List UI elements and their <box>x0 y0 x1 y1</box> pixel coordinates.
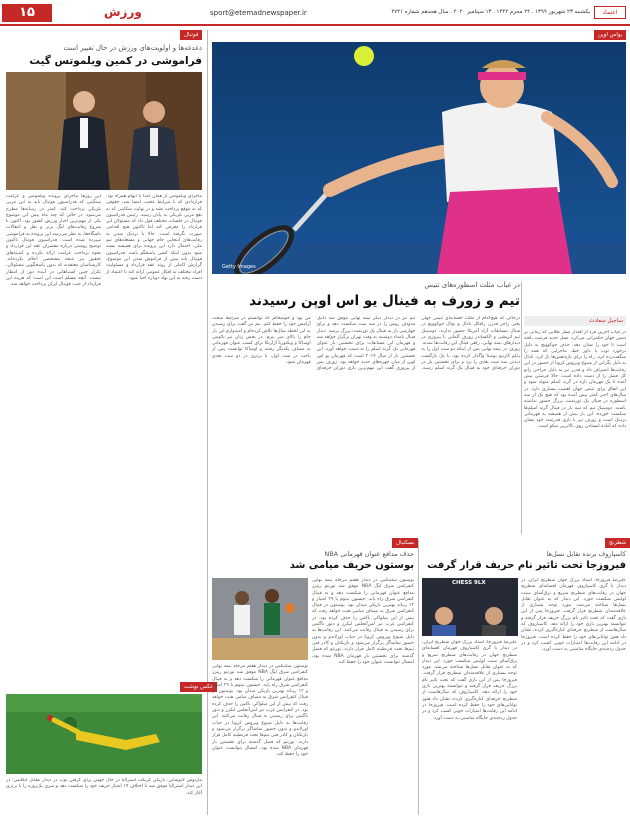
nba-body-col-1: بوستون سلتیکس در دیدار هفتم مرحله نیمه نهایی کنفرانس شرق لیگ NBA موفق شد تورنتو رپترز مدافع عنوان قهرمانی را شکست دهد و به فینال کنفرانس شرق راه یابد. جیسون تیتوم با ۲۹ امتیاز و ۱۲ ریباند بهترین بازیکن میدان بود. بوستون در فینال کنفرانس شرق به مصاف میامی هیت خواهد رفت که پیش از این میلواکی باکس را حذف کرده بود. در کنفرانس غرب نیز لس‌آنجلس لیکرز و دنور ناگتس برای رسیدن به فینال رقابت می‌کنند. این رقابت‌ها به دلیل شیوع ویروس کرونا در حباب اورلاندو و بدون حضور تماشاگر برگزار می‌شود و بازیکنان و کادر فنی تیم‌ها تحت قرنطینه کامل قرار دارند. تورنتو که فصل گذشته برای نخستین بار قهرمان NBA شده بود، امسال نتوانست عنوان خود را حفظ کند. <box>312 578 414 665</box>
column-divider <box>207 30 208 815</box>
tennis-ball <box>354 46 374 66</box>
chess-event-label: CHESS 9LX <box>452 580 486 586</box>
column-divider <box>521 282 522 534</box>
note-author: ساجیل سعادت <box>589 318 623 324</box>
section-email[interactable]: sport@etemadnewspaper.ir <box>210 9 307 17</box>
tag-football: فوتبال <box>180 30 202 40</box>
column-divider <box>418 540 419 815</box>
chess-players-image <box>422 578 518 636</box>
tennis-body: درحالی که هیچ‌کدام از مثلث افسانه‌ای تنیس جهان یعنی راجر فدرر، رافائل نادال و نواک جوکوویچ در فینال مسابقات آزاد آمریکا حضور ندارند، دومینیک تیم اتریشی و الکساندر زورف آلمانی با پیروزی در دیدارهای نیمه نهایی، راهی فینال این رقابت‌ها شدند. زورف در نیمه نهایی پس از اینکه دو ست اول را به پابلو کارنیو بوستا واگذار کرده بود، با یک بازگشت دیدنی سه ست بعدی را برد و برای نخستین بار در دوران حرفه‌ای خود به فینال یک گرند اسلم رسید. تیم نیز در دیدار دیگر نیمه نهایی موفق شد دانیل مدودف روس را در سه ست شکست دهد و برای چهارمین بار به فینال یک تورنمنت بزرگ برسد. دیدار فینال بامداد دوشنبه به وقت تهران برگزار خواهد شد و قهرمان این مسابقات برای نخستین بار عنوان قهرمانی یک گرند اسلم را به دست خواهد آورد. این نخستین بار از سال ۲۰۱۴ است که قهرمان یو اس اوپن از میان چهره‌های جدید خواهد بود. زورف پس از پیروزی گفت این مهم‌ترین بازی دوران حرفه‌ای من بود و خوشحالم که توانستم در شرایط سخت آرامش خود را حفظ کنم. تیم نیز گفت برای رسیدن به این لحظه سال‌ها تلاش کرده‌ام و امیدوارم این بار جام را بالای سر ببرم. در بخش زنان نیز نائومی اوساکا و ویکتوریا آزارنکا برای کسب عنوان قهرمانی به مصاف یکدیگر رفتند و اوساکا توانست پس از باخت در ست اول، با برتری در دو ست بعدی قهرمان شود. <box>212 316 520 372</box>
cricket-player-image <box>6 694 202 774</box>
basketball-players-image <box>212 578 308 660</box>
nba-photo <box>212 578 308 660</box>
football-headline: فراموشی در کمین ویلموتس گیت <box>29 55 202 67</box>
tennis-photo <box>212 42 626 274</box>
chess-kicker: کاسپاروف برنده تقابل نسل‌ها <box>546 550 626 558</box>
tag-us-open: یواس اوپن <box>594 30 626 40</box>
nba-headline: بوستون حریف میامی شد <box>289 560 414 571</box>
football-officials-photo <box>6 72 202 190</box>
note-body: در غیاب آخرین فرد از اقتدار نسل طلایی که زمانی بر تنیس جهان حکمرانی می‌کرد، نسل جدید فرصت یافته است تا خود را نشان دهد. حذف جوکوویچ به دلیل برخورد توپ با داور خط، ماجرایی که همه را شگفت‌زده کرد، راه را برای تازه‌نفس‌ها باز کرد. نادال به دلیل نگرانی از شیوع ویروس کرونا از حضور در این رقابت‌ها انصراف داد و فدرر نیز به دلیل جراحی زانو کل فصل را از دست داده است. حالا فرصتی پیش آمده تا یک قهرمان تازه در گرند اسلم متولد شود و این اتفاق برای تنیس جهان اهمیت بسیاری دارد. در سال‌های اخیر کمتر پیش آمده بود که هیچ یک از سه اسطوره در فینال یک تورنمنت بزرگ حضور نداشته باشند. دومینیک تیم که سه بار در فینال گرند اسلم‌ها شکست خورده، این بار بیش از همیشه به قهرمانی نزدیک است و زورف نیز با بازی قدرتمند خود نشان داده که آماده ایستادن روی بالاترین سکو است. <box>524 330 626 430</box>
newspaper-logo: اعتماد <box>594 6 626 19</box>
chess-body-col-1: علیرضا فیروزجا، استاد بزرگ جوان شطرنج ایران، در دیدار با گری کاسپاروف قهرمان افسانه‌ای شطرنج جهان در رقابت‌های شطرنج سریع و برق‌آسای سنت لوئیس شکست خورد. این دیدار که به عنوان تقابل نسل‌ها شناخته می‌شد، مورد توجه بسیاری از علاقه‌مندان شطرنج قرار گرفت. فیروزجا پس از این بازی گفت که تحت تاثیر نام بزرگ حریف قرار گرفته و نتوانسته بهترین بازی خود را ارائه دهد. کاسپاروف که سال‌هاست از شطرنج حرفه‌ای کناره‌گیری کرده، نشان داد هنوز توانایی‌های خود را حفظ کرده است. فیروزجا در ادامه این رقابت‌ها امتیازات خوبی کسب کرد و در جدول رده‌بندی جایگاه مناسبی به دست آورد. <box>521 578 626 653</box>
tag-basketball: بسکتبال <box>392 538 418 548</box>
cricket-caption: مارنوس لابوشاین، بازیکن کریکت استرالیا در حال جهش برای گرفتن توپ در دیدار مقابل انگلیس؛ در این دیدار استرالیا موفق شد با اختلاف ۱۹ امتیاز حریف خود را شکست دهد و سری یک‌روزه را با برتری آغاز کند. <box>6 778 202 796</box>
officials-image <box>6 72 202 190</box>
nba-kicker: حذف مدافع عنوان قهرمانی NBA <box>324 550 414 558</box>
dateline: یکشنبه ۲۳ شهریور ۱۳۹۹ . ۲۴ محرم ۱۴۴۲ . ۱۳ سپتامبر ۲۰۲۰ . سال هجدهم شماره ۴۷۴۱ <box>391 9 590 15</box>
tennis-player-image <box>212 42 626 274</box>
tag-chess: شطرنج <box>605 538 630 548</box>
chess-body-col-2: علیرضا فیروزجا، استاد بزرگ جوان شطرنج ایران، در دیدار با گری کاسپاروف قهرمان افسانه‌ای شطرنج جهان در رقابت‌های شطرنج سریع و برق‌آسای سنت لوئیس شکست خورد. این دیدار که به عنوان تقابل نسل‌ها شناخته می‌شد، مورد توجه بسیاری از علاقه‌مندان شطرنج قرار گرفت. فیروزجا پس از این بازی گفت که تحت تاثیر نام بزرگ حریف قرار گرفته و نتوانسته بهترین بازی خود را ارائه دهد. کاسپاروف که سال‌هاست از شطرنج حرفه‌ای کناره‌گیری کرده، نشان داد هنوز توانایی‌های خود را حفظ کرده است. فیروزجا در ادامه این رقابت‌ها امتیازات خوبی کسب کرد و در جدول رده‌بندی جایگاه مناسبی به دست آورد. <box>422 640 517 721</box>
photo-credit: Getty Images <box>222 264 256 270</box>
nba-body-col-2: بوستون سلتیکس در دیدار هفتم مرحله نیمه نهایی کنفرانس شرق لیگ NBA موفق شد تورنتو رپترز مدافع عنوان قهرمانی را شکست دهد و به فینال کنفرانس شرق راه یابد. جیسون تیتوم با ۲۹ امتیاز و ۱۲ ریباند بهترین بازیکن میدان بود. بوستون در فینال کنفرانس شرق به مصاف میامی هیت خواهد رفت که پیش از این میلواکی باکس را حذف کرده بود. در کنفرانس غرب نیز لس‌آنجلس لیکرز و دنور ناگتس برای رسیدن به فینال رقابت می‌کنند. این رقابت‌ها به دلیل شیوع ویروس کرونا در حباب اورلاندو و بدون حضور تماشاگر برگزار می‌شود و بازیکنان و کادر فنی تیم‌ها تحت قرنطینه کامل قرار دارند. تورنتو که فصل گذشته برای نخستین بار قهرمان NBA شده بود، امسال نتوانست عنوان خود را حفظ کند. <box>212 664 308 758</box>
tennis-kicker: در غیاب مثلث اسطوره‌های تنیس <box>424 281 520 289</box>
chess-photo <box>422 578 518 636</box>
football-kicker: دغدغه‌ها و اولویت‌های ورزش در حال تغییر است <box>63 44 202 52</box>
football-body-col-1: این روزها ماجرای پرونده ویلموتس و غرامت سنگینی که فدراسیون فوتبال باید به این مربی بلژیکی پرداخت کند، کمتر در رسانه‌ها مطرح می‌شود. در حالی که چند ماه پیش این موضوع یکی از مهم‌ترین اخبار ورزش کشور بود، اکنون با شروع رقابت‌های لیگ برتر و نقل و انتقالات باشگاه‌ها، به نظر می‌رسد این پرونده به فراموشی سپرده شده است. فدراسیون فوتبال تاکنون توضیح روشنی درباره مقصران عقد این قرارداد و نحوه پرداخت غرامت ارائه نکرده و کمیته‌های تحقیق نیز نتیجه مشخصی اعلام نکرده‌اند. کارشناسان معتقدند که بدون پاسخگویی مسئولان، تکرار چنین اشتباهاتی در آینده دور از انتظار نیست. آنچه مسلم است این است که هزینه این قرارداد از جیب فوتبال ایران پرداخت خواهد شد. <box>6 194 101 288</box>
page-number: ۱۵ <box>2 4 52 22</box>
football-body-col-2: ماجرای ویلموتس از همان ابتدا با ابهام همراه بود. قراردادی که با شرایط عجیب امضا شد، حقوقی که به موقع پرداخت نشد و در نهایت شکایتی که به نفع مربی بلژیکی به پایان رسید. رئیس فدراسیون فوتبال در جلسات مختلف قول داد که مسئولان این قرارداد را معرفی کند اما تاکنون هیچ اقدامی صورت نگرفته است. حالا با نزدیک شدن به رقابت‌های انتخابی جام جهانی و مشغله‌های تیم ملی، احتمال دارد این پرونده برای همیشه بسته شود بدون اینکه کسی پاسخگو باشد. فدراسیون فوتبال باید پیش از فراموش شدن این موضوع، گزارش کاملی از روند عقد قرارداد و مسئولیت افراد مختلف به افکار عمومی ارائه کند تا اعتماد از دست رفته به این نهاد دوباره احیا شود. <box>106 194 202 281</box>
cricket-photo <box>6 694 202 774</box>
section-title: ورزش <box>104 5 142 19</box>
tennis-headline: تیم و زورف به فینال یو اس اوپن رسیدند <box>249 293 520 309</box>
tag-photo-note: عکس نوشت <box>180 682 217 692</box>
chess-headline: فیروزجا تحت تاثیر نام حریف قرار گرفت <box>427 560 626 571</box>
